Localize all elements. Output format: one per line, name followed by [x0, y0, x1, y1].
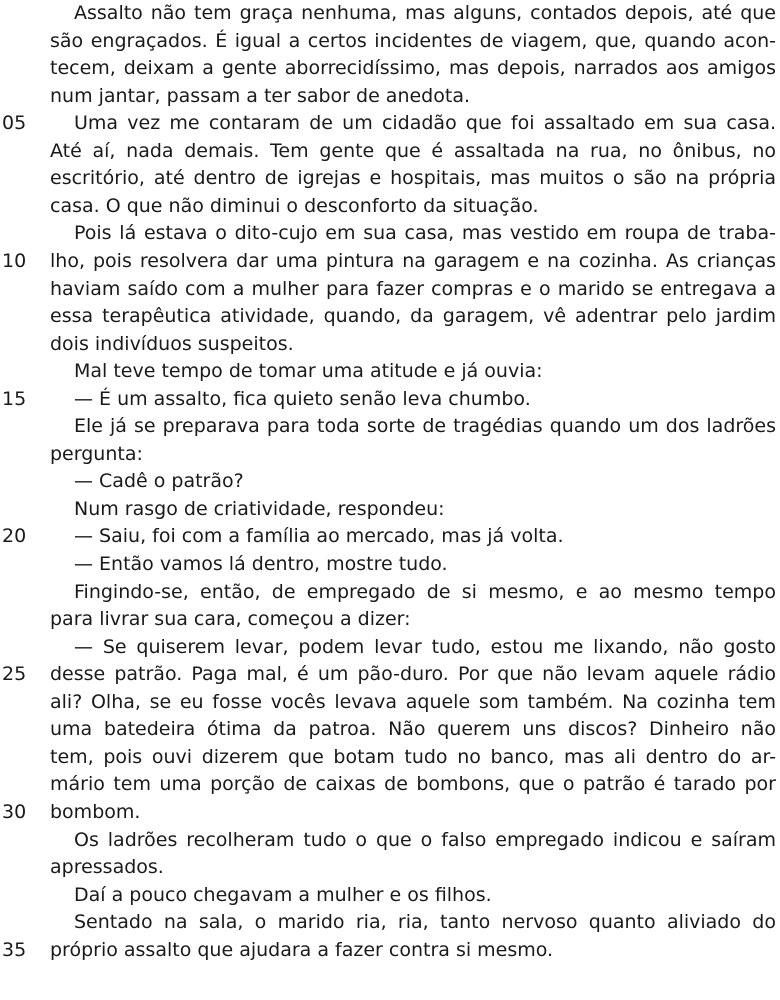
text-line	[0, 496, 780, 522]
line-number: 35	[2, 938, 27, 961]
text-line	[0, 909, 780, 935]
text-line	[0, 799, 780, 825]
text-line	[0, 138, 780, 164]
text-line	[0, 468, 780, 494]
line-text: — É um assalto, fica quieto senão leva chumbo.	[74, 387, 531, 410]
line-text: — Então vamos lá dentro, mostre tudo.	[74, 553, 448, 575]
line-text: Mal teve tempo de tomar uma atitude e já ouvia:	[74, 360, 543, 383]
line-number: 25	[2, 663, 27, 686]
line-text: Uma vez me contaram de um cidadão que foi assaltado em sua casa.	[74, 112, 776, 135]
line-number: 10	[2, 249, 27, 272]
line-text: Até aí, nada demais. Tem gente que é assaltada na rua, no ônibus, no	[50, 139, 776, 162]
line-text: tem, pois ouvi dizerem que botam tudo no banco, mas ali dentro do ar-	[50, 745, 776, 768]
text-line	[0, 276, 780, 302]
text-line	[0, 0, 780, 26]
line-number: 30	[2, 800, 27, 823]
line-text: pergunta:	[50, 442, 143, 465]
line-text: apressados.	[50, 856, 164, 879]
text-line	[0, 28, 780, 54]
line-text: desse patrão. Paga mal, é um pão-duro. Por que não levam aquele rádio	[50, 663, 776, 686]
text-line	[0, 83, 780, 109]
text-line	[0, 193, 780, 219]
text-line	[0, 441, 780, 467]
text-line	[0, 55, 780, 81]
line-text: — Se quiserem levar, podem levar tudo, estou me lixando, não gosto	[74, 635, 776, 658]
text-line	[0, 937, 780, 963]
line-text: lho, pois resolvera dar uma pintura na garagem e na cozinha. As crianças	[50, 249, 776, 272]
text-line	[0, 854, 780, 880]
text-line	[0, 220, 780, 246]
text-line	[0, 744, 780, 770]
text-line	[0, 551, 780, 577]
line-text: Pois lá estava o dito-cujo em sua casa, mas vestido em roupa de traba-	[74, 222, 776, 245]
line-text: — Cadê o patrão?	[74, 470, 244, 493]
line-text: haviam saído com a mulher para fazer compras e o marido se entregava a	[50, 277, 776, 300]
text-line	[0, 606, 780, 632]
line-text: bombom.	[50, 800, 141, 823]
line-text: para livrar sua cara, começou a dizer:	[50, 608, 411, 631]
line-text: essa terapêutica atividade, quando, da garagem, vê adentrar pelo jardim	[50, 305, 776, 328]
text-line	[0, 248, 780, 274]
line-number: 20	[2, 525, 27, 548]
text-line	[0, 110, 780, 136]
text-line	[0, 689, 780, 715]
text-line	[0, 634, 780, 660]
line-text: ali? Olha, se eu fosse vocês levava aquele som também. Na cozinha tem	[50, 690, 776, 713]
line-text: próprio assalto que ajudara a fazer contra si mesmo.	[50, 938, 554, 961]
text-line	[0, 331, 780, 357]
text-line	[0, 413, 780, 439]
line-text: Fingindo-se, então, de empregado de si mesmo, e ao mesmo tempo	[74, 580, 776, 603]
line-text: dois indivíduos suspeitos.	[50, 332, 294, 355]
line-text: são engraçados. É igual a certos incidentes de viagem, que, quando acon-	[50, 29, 776, 52]
line-text: uma batedeira ótima da patroa. Não querem uns discos? Dinheiro não	[50, 718, 776, 741]
text-line	[0, 358, 780, 384]
line-text: escritório, até dentro de igrejas e hospitais, mas muitos o são na própria	[50, 167, 776, 190]
text-line	[0, 523, 780, 549]
line-text: Daí a pouco chegavam a mulher e os filhos.	[74, 883, 492, 906]
text-line	[0, 882, 780, 908]
line-text: — Saiu, foi com a família ao mercado, mas já volta.	[74, 525, 564, 548]
line-text: Ele já se preparava para toda sorte de tragédias quando um dos ladrões	[74, 415, 776, 438]
text-line	[0, 165, 780, 191]
line-text: Os ladrões recolheram tudo o que o falso empregado indicou e saíram	[74, 828, 776, 851]
line-text: tecem, deixam a gente aborrecidíssimo, mas depois, narrados aos amigos	[50, 57, 776, 80]
text-line	[0, 661, 780, 687]
line-text: Assalto não tem graça nenhuma, mas alguns, contados depois, até que	[74, 2, 776, 24]
text-line	[0, 303, 780, 329]
line-number: 05	[2, 112, 27, 135]
text-line	[0, 716, 780, 742]
line-number: 15	[2, 387, 27, 410]
text-line	[0, 771, 780, 797]
line-text: casa. O que não diminui o desconforto da situação.	[50, 194, 539, 217]
line-text: Num rasgo de criatividade, respondeu:	[74, 497, 445, 520]
text-line	[0, 827, 780, 853]
line-text: num jantar, passam a ter sabor de anedota.	[50, 84, 471, 107]
line-text: Sentado na sala, o marido ria, ria, tanto nervoso quanto aliviado do	[74, 911, 776, 934]
text-line	[0, 386, 780, 412]
line-text: mário tem uma porção de caixas de bombons, que o patrão é tarado por	[50, 773, 776, 796]
text-line	[0, 579, 780, 605]
